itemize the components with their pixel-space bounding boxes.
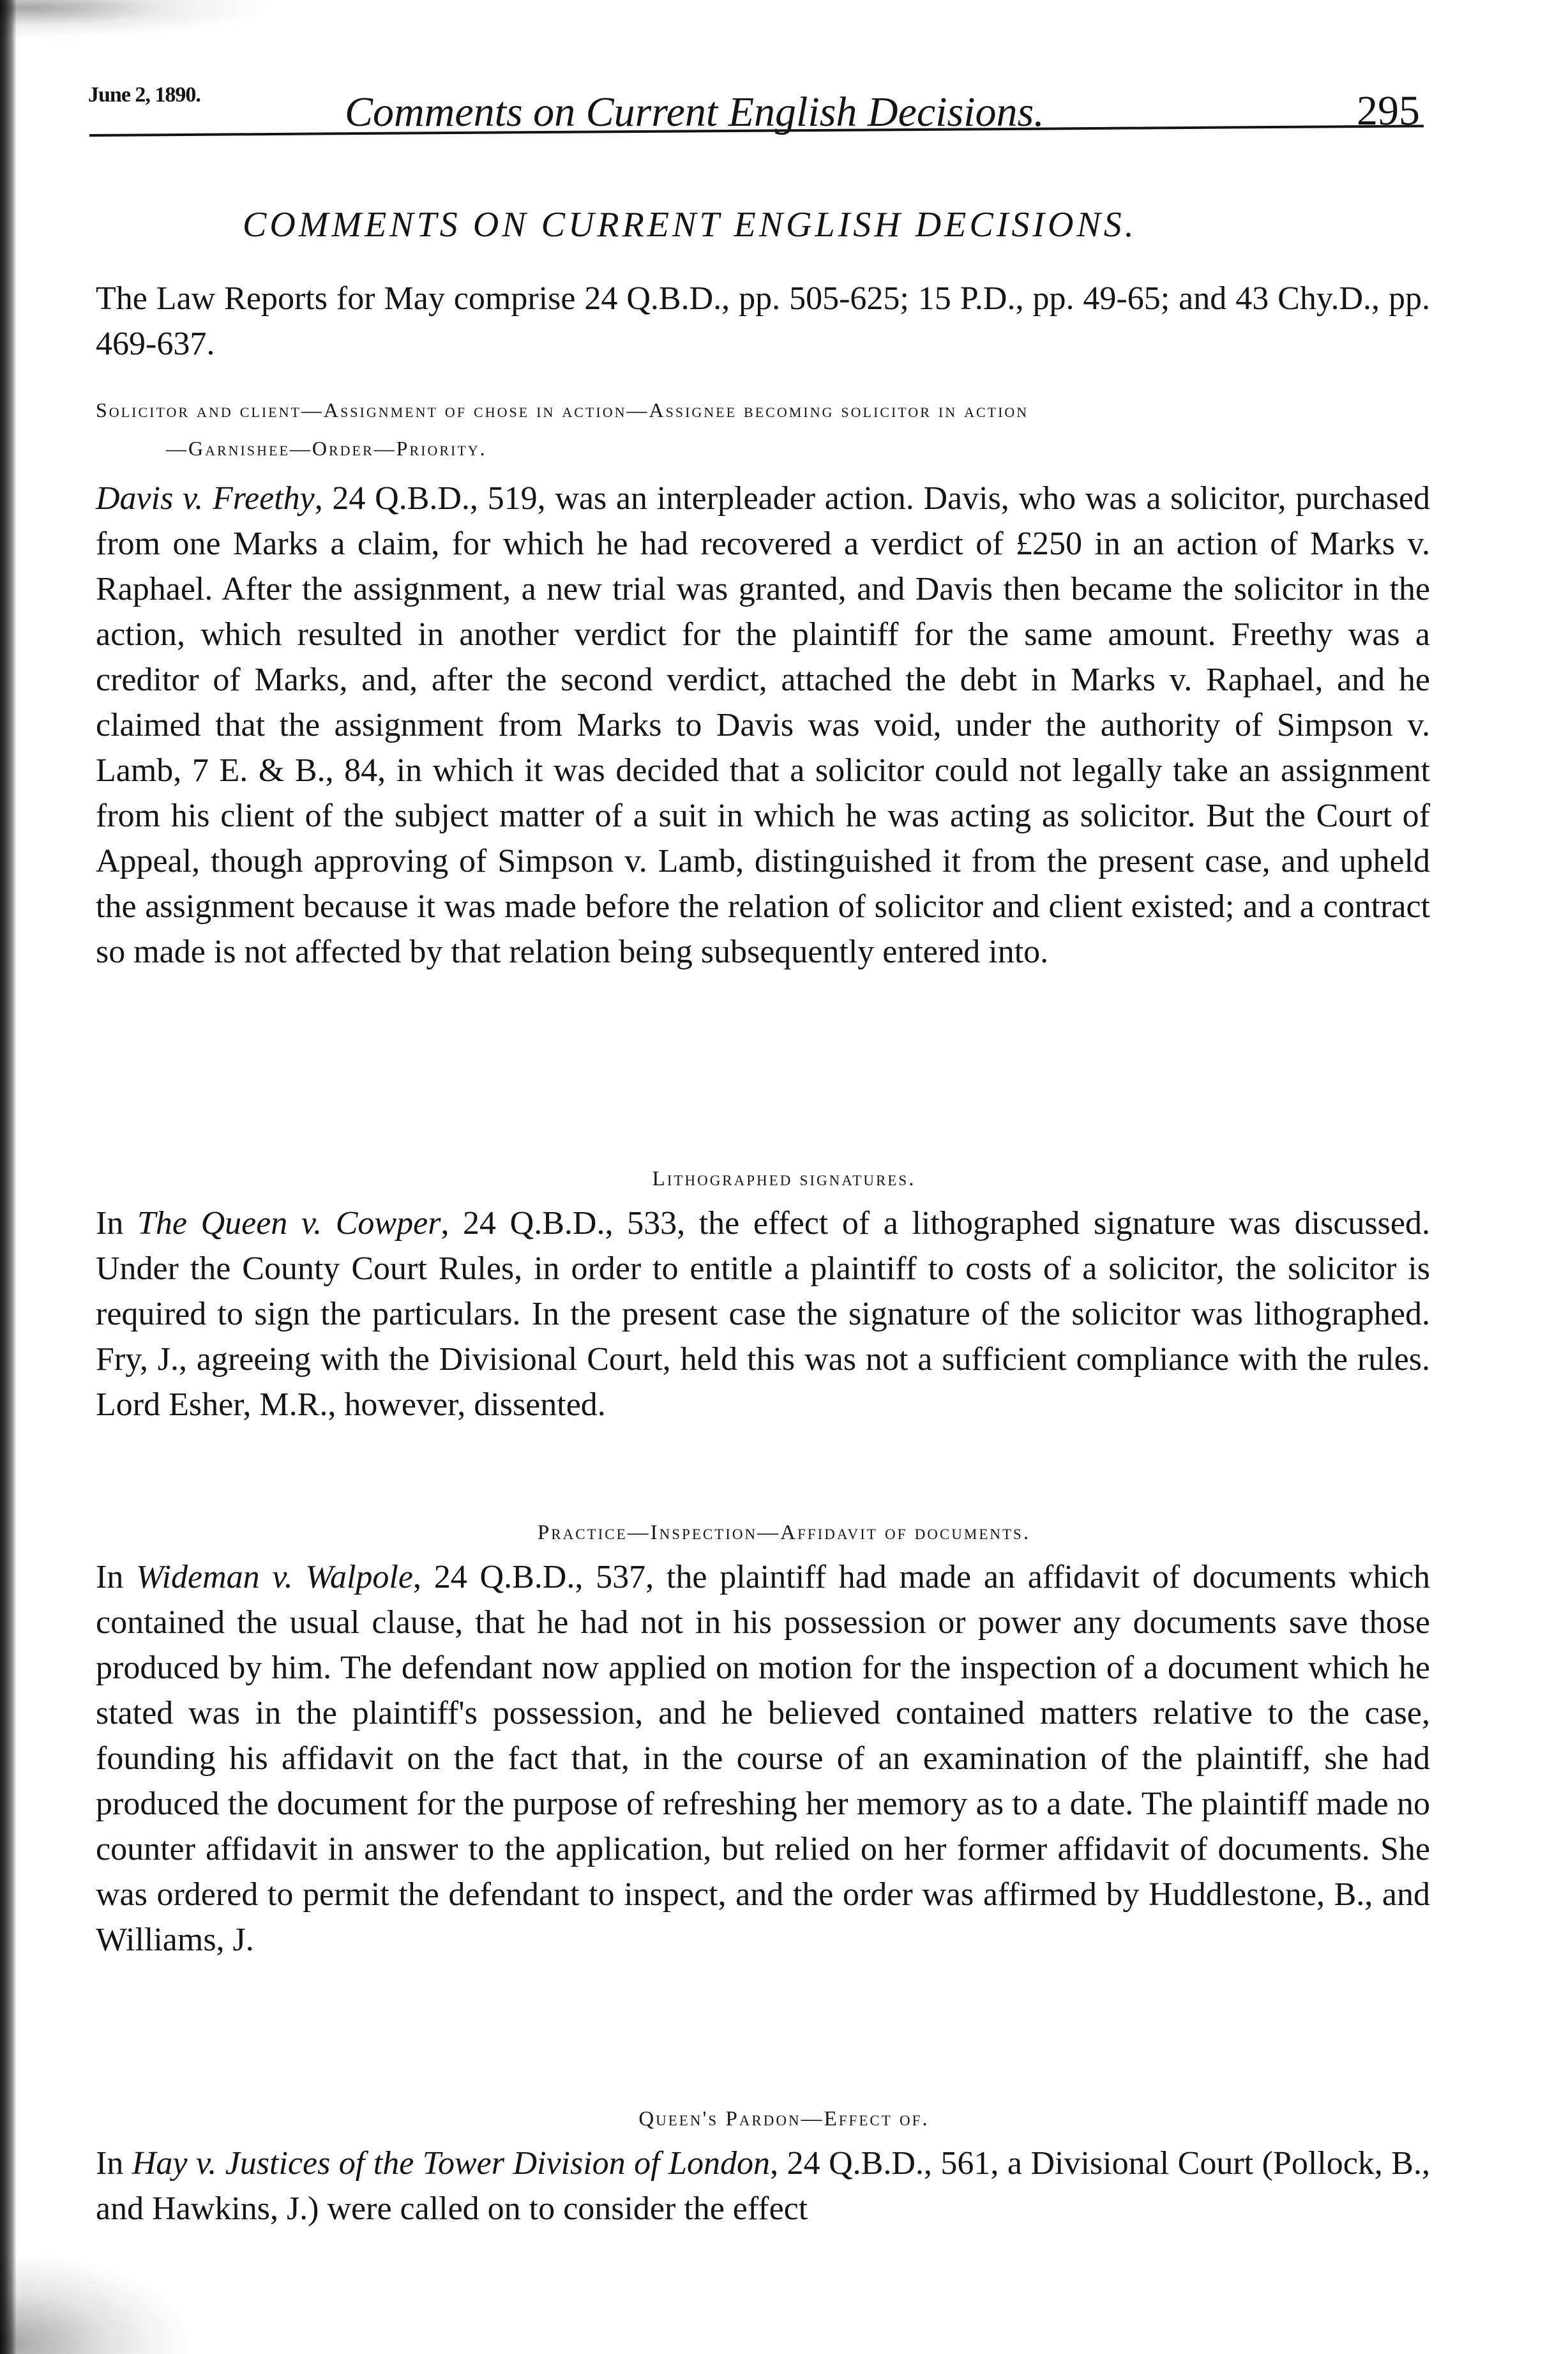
paragraph-hay-v-justices <box>96 2141 1430 2231</box>
running-head <box>0 83 1568 147</box>
paragraph-lead: In <box>96 1205 137 1242</box>
topic-line-2: —Garnishee—Order—Priority. <box>166 437 487 460</box>
section-topic-lithographed-signatures: Lithographed signatures. <box>652 1167 916 1190</box>
paragraph-lead: In <box>96 2145 132 2182</box>
case-name: The Queen v. Cowper <box>137 1205 441 1242</box>
case-name: Wideman v. Walpole <box>136 1559 413 1595</box>
article-heading: COMMENTS ON CURRENT ENGLISH DECISIONS. <box>243 205 1137 245</box>
paragraph-body: , 24 Q.B.D., 561, a Divisional Court (Pollock, B., and Hawkins, J.) were called on to consider the effect <box>96 2145 1430 2227</box>
case-name: Hay v. Justices of the Tower Division of London <box>132 2145 771 2182</box>
page-number: 295 <box>1357 87 1420 134</box>
paragraph-lead: In <box>96 1559 137 1595</box>
running-title: Comments on Current English Decisions. <box>345 89 1044 135</box>
case-name: Davis v. Freethy <box>96 480 315 517</box>
section-topic-solicitor-client <box>96 391 1436 467</box>
paragraph-davis-v-freethy <box>96 476 1430 975</box>
scan-speckle-bottom <box>0 2252 192 2354</box>
paragraph-wideman-v-walpole <box>96 1554 1430 1963</box>
paragraph-queen-v-cowper <box>96 1201 1430 1427</box>
section-topic-practice-inspection: Practice—Inspection—Affidavit of documents. <box>537 1521 1031 1544</box>
intro-paragraph: The Law Reports for May comprise 24 Q.B.D., pp. 505-625; 15 P.D., pp. 49-65; and 43 Chy.D., pp. 469-637. <box>96 280 1430 362</box>
date-stamp: June 2, 1890. <box>88 83 200 107</box>
scan-speckle-top <box>0 0 268 38</box>
paragraph-body: , 24 Q.B.D., 519, was an interpleader action. Davis, who was a solicitor, purchased from one Marks a claim, for which he had recovered a verdict of £250 in an action of Marks v. Raphael. After the assignment, a new trial was granted, and Davis then became the solicitor in the action, which resulted in another verdict for the plaintiff for the same amount. Freethy was a creditor of Marks, and, after the second verdict, attached the debt in Marks v. Raphael, and he claimed that the assignment from Marks to Davis was void, under the authority of Simpson v. Lamb, 7 E. & B., 84, in which it was decided that a solicitor could not legally take an assignment from his client of the subject matter of a suit in which he was acting as solicitor. But the Court of Appeal, though approving of Simpson v. Lamb, distinguished it from the present case, and upheld the assignment because it was made before the relation of solicitor and client existed; and a contract so made is not affected by that relation being subsequently entered into. <box>96 480 1430 970</box>
section-topic-queens-pardon: Queen's Pardon—Effect of. <box>638 2107 930 2130</box>
topic-line-1: Solicitor and client—Assignment of chose in action—Assignee becoming solicitor in action <box>96 399 1029 421</box>
paragraph-body: , 24 Q.B.D., 537, the plaintiff had made an affidavit of documents which contained the usual clause, that he had not in his possession or power any documents save those produced by him. The defendant now applied on motion for the inspection of a document which he stated was in the plaintiff's possession, and he believed contained matters relative to the case, founding his affidavit on the fact that, in the course of an examination of the plaintiff, she had produced the document for the purpose of refreshing her memory as to a date. The plaintiff made no counter affidavit in answer to the application, but relied on her former affidavit of documents. She was ordered to permit the defendant to inspect, and the order was affirmed by Huddlestone, B., and Williams, J. <box>96 1559 1430 1958</box>
paragraph-body: , 24 Q.B.D., 533, the effect of a lithographed signature was discussed. Under the County Court Rules, in order to entitle a plaintiff to costs of a solicitor, the solicitor is required to sign the particulars. In the present case the signature of the solicitor was lithographed. Fry, J., agreeing with the Divisional Court, held this was not a sufficient compliance with the rules. Lord Esher, M.R., however, dissented. <box>96 1205 1430 1423</box>
